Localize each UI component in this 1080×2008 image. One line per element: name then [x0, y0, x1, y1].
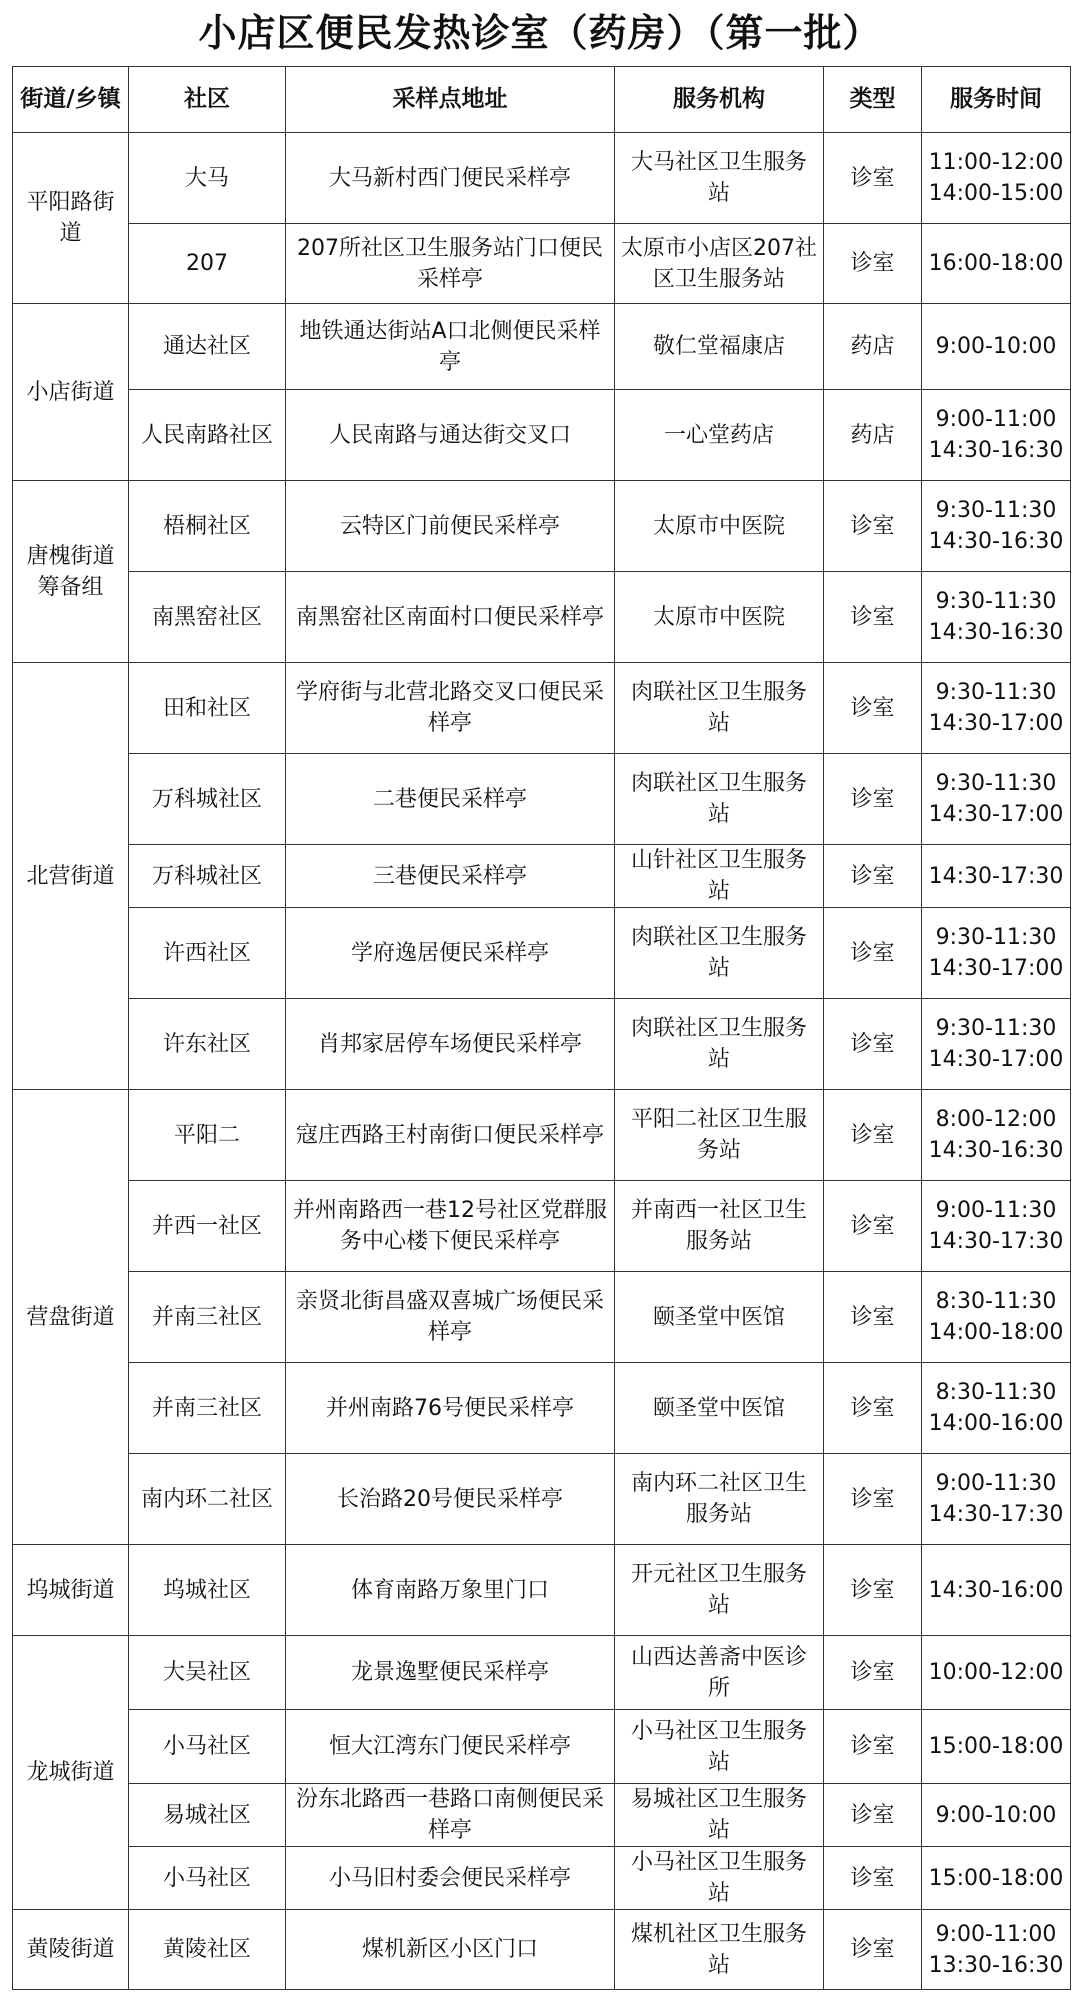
address-cell: 寇庄西路王村南街口便民采样亭	[286, 1090, 615, 1181]
type-cell: 诊室	[824, 1545, 922, 1636]
time-slot: 14:30-17:30	[928, 863, 1064, 889]
org-cell: 敬仁堂福康店	[615, 304, 824, 390]
time-cell	[922, 1454, 1071, 1545]
table-row	[13, 481, 1071, 572]
header-row	[13, 67, 1071, 133]
type-cell: 诊室	[824, 1847, 922, 1910]
time-slot: 9:00-11:00	[935, 1921, 1057, 1947]
time-slot: 14:30-16:30	[928, 620, 1064, 645]
header-org: 服务机构	[615, 67, 824, 133]
type-cell: 诊室	[824, 133, 922, 224]
community-cell: 坞城社区	[129, 1545, 286, 1636]
table-row	[13, 224, 1071, 304]
time-slot: 14:00-15:00	[928, 181, 1064, 206]
table-row	[13, 845, 1071, 908]
time-slot: 16:00-18:00	[928, 251, 1064, 276]
community-cell: 许东社区	[129, 999, 286, 1090]
type-cell: 诊室	[824, 481, 922, 572]
table-row	[13, 304, 1071, 390]
address-cell: 南黑窑社区南面村口便民采样亭	[286, 572, 615, 663]
time-slot: 8:00-12:00	[935, 1107, 1057, 1132]
header-type: 类型	[824, 67, 922, 133]
community-cell: 万科城社区	[129, 845, 286, 908]
table-row	[13, 754, 1071, 845]
type-cell: 诊室	[824, 845, 922, 908]
table-row	[13, 1636, 1071, 1710]
address-cell: 云特区门前便民采样亭	[286, 481, 615, 572]
type-cell: 诊室	[824, 1454, 922, 1545]
type-cell: 药店	[824, 390, 922, 481]
address-cell: 207所社区卫生服务站门口便民采样亭	[286, 224, 615, 304]
time-cell	[922, 1710, 1071, 1784]
address-cell: 并州南路76号便民采样亭	[286, 1363, 615, 1454]
table-row	[13, 999, 1071, 1090]
type-cell: 诊室	[824, 663, 922, 754]
street-cell: 坞城街道	[13, 1545, 129, 1636]
type-cell: 诊室	[824, 908, 922, 999]
org-cell: 太原市小店区207社区卫生服务站	[615, 224, 824, 304]
address-cell: 恒大江湾东门便民采样亭	[286, 1710, 615, 1784]
community-cell: 大马	[129, 133, 286, 224]
community-cell: 万科城社区	[129, 754, 286, 845]
table-row	[13, 1363, 1071, 1454]
time-cell	[922, 663, 1071, 754]
address-cell: 人民南路与通达街交叉口	[286, 390, 615, 481]
time-cell	[922, 224, 1071, 304]
address-cell: 亲贤北街昌盛双喜城广场便民采样亭	[286, 1272, 615, 1363]
type-cell: 诊室	[824, 1272, 922, 1363]
time-cell	[922, 908, 1071, 999]
address-cell: 学府街与北营北路交叉口便民采样亭	[286, 663, 615, 754]
time-cell	[922, 304, 1071, 390]
org-cell: 肉联社区卫生服务站	[615, 754, 824, 845]
street-cell: 北营街道	[13, 663, 129, 1090]
time-cell	[922, 1545, 1071, 1636]
time-slot: 9:30-11:30	[935, 1016, 1057, 1041]
type-cell: 诊室	[824, 1363, 922, 1454]
type-cell: 诊室	[824, 1181, 922, 1272]
time-cell	[922, 845, 1071, 908]
time-slot: 9:30-11:30	[935, 498, 1057, 523]
time-cell	[922, 1636, 1071, 1710]
community-cell: 人民南路社区	[129, 390, 286, 481]
org-cell: 颐圣堂中医馆	[615, 1363, 824, 1454]
type-cell: 诊室	[824, 1710, 922, 1784]
type-cell: 诊室	[824, 224, 922, 304]
time-slot: 15:00-18:00	[928, 1865, 1064, 1891]
time-slot: 14:30-16:30	[928, 1138, 1064, 1163]
page-title: 小店区便民发热诊室（药房）（第一批）	[198, 11, 882, 55]
org-cell: 肉联社区卫生服务站	[615, 663, 824, 754]
time-cell	[922, 1272, 1071, 1363]
community-cell: 许西社区	[129, 908, 286, 999]
street-cell: 龙城街道	[13, 1636, 129, 1910]
org-cell: 太原市中医院	[615, 572, 824, 663]
table-row	[13, 1181, 1071, 1272]
time-slot: 9:00-11:00	[935, 407, 1057, 432]
time-slot: 14:00-18:00	[928, 1320, 1064, 1345]
time-slot: 13:30-16:30	[928, 1952, 1064, 1978]
time-slot: 14:30-17:00	[928, 711, 1064, 736]
table-row	[13, 1710, 1071, 1784]
time-slot: 9:00-10:00	[935, 334, 1057, 359]
time-slot: 8:30-11:30	[935, 1380, 1057, 1405]
org-cell: 南内环二社区卫生服务站	[615, 1454, 824, 1545]
community-cell: 并南三社区	[129, 1363, 286, 1454]
address-cell: 肖邦家居停车场便民采样亭	[286, 999, 615, 1090]
table-row	[13, 908, 1071, 999]
time-cell	[922, 1847, 1071, 1910]
time-slot: 14:30-17:30	[928, 1229, 1064, 1254]
community-cell: 平阳二	[129, 1090, 286, 1181]
org-cell: 并南西一社区卫生服务站	[615, 1181, 824, 1272]
org-cell: 颐圣堂中医馆	[615, 1272, 824, 1363]
community-cell: 大吴社区	[129, 1636, 286, 1710]
type-cell: 药店	[824, 304, 922, 390]
time-slot: 8:30-11:30	[935, 1289, 1057, 1314]
time-slot: 9:00-10:00	[935, 1802, 1057, 1828]
time-cell	[922, 133, 1071, 224]
address-cell: 大马新村西门便民采样亭	[286, 133, 615, 224]
community-cell: 小马社区	[129, 1847, 286, 1910]
org-cell: 平阳二社区卫生服务站	[615, 1090, 824, 1181]
time-slot: 11:00-12:00	[928, 150, 1064, 175]
street-cell: 平阳路街道	[13, 133, 129, 304]
time-slot: 14:00-16:00	[928, 1411, 1064, 1436]
header-community: 社区	[129, 67, 286, 133]
time-slot: 9:00-11:30	[935, 1198, 1057, 1223]
address-cell: 小马旧村委会便民采样亭	[286, 1847, 615, 1910]
time-slot: 14:30-17:00	[928, 956, 1064, 981]
table-row	[13, 1454, 1071, 1545]
community-cell: 207	[129, 224, 286, 304]
community-cell: 并南三社区	[129, 1272, 286, 1363]
type-cell: 诊室	[824, 572, 922, 663]
header-street: 街道/乡镇	[13, 67, 129, 133]
address-cell: 学府逸居便民采样亭	[286, 908, 615, 999]
type-cell: 诊室	[824, 1910, 922, 1990]
community-cell: 通达社区	[129, 304, 286, 390]
org-cell: 山针社区卫生服务站	[615, 845, 824, 908]
org-cell: 小马社区卫生服务站	[615, 1710, 824, 1784]
type-cell: 诊室	[824, 999, 922, 1090]
street-cell: 黄陵街道	[13, 1910, 129, 1990]
time-cell	[922, 754, 1071, 845]
org-cell: 小马社区卫生服务站	[615, 1847, 824, 1910]
time-cell	[922, 1090, 1071, 1181]
time-cell	[922, 390, 1071, 481]
time-slot: 14:30-17:30	[928, 1502, 1064, 1527]
type-cell: 诊室	[824, 754, 922, 845]
time-cell	[922, 572, 1071, 663]
address-cell: 汾东北路西一巷路口南侧便民采样亭	[286, 1784, 615, 1847]
community-cell: 田和社区	[129, 663, 286, 754]
type-cell: 诊室	[824, 1090, 922, 1181]
address-cell: 三巷便民采样亭	[286, 845, 615, 908]
table-row	[13, 663, 1071, 754]
org-cell: 开元社区卫生服务站	[615, 1545, 824, 1636]
time-cell	[922, 1784, 1071, 1847]
type-cell: 诊室	[824, 1636, 922, 1710]
header-address: 采样点地址	[286, 67, 615, 133]
org-cell: 易城社区卫生服务站	[615, 1784, 824, 1847]
time-cell	[922, 481, 1071, 572]
table-row	[13, 390, 1071, 481]
street-cell: 小店街道	[13, 304, 129, 481]
community-cell: 南黑窑社区	[129, 572, 286, 663]
time-slot: 9:30-11:30	[935, 589, 1057, 614]
time-slot: 14:30-17:00	[928, 1047, 1064, 1072]
time-slot: 14:30-16:30	[928, 438, 1064, 463]
community-cell: 黄陵社区	[129, 1910, 286, 1990]
time-slot: 9:00-11:30	[935, 1471, 1057, 1496]
time-slot: 14:30-17:00	[928, 802, 1064, 827]
org-cell: 大马社区卫生服务站	[615, 133, 824, 224]
time-slot: 9:30-11:30	[935, 925, 1057, 950]
table-body	[13, 133, 1071, 1990]
table-row	[13, 1784, 1071, 1847]
header-time: 服务时间	[922, 67, 1071, 133]
community-cell: 并西一社区	[129, 1181, 286, 1272]
table-row	[13, 1272, 1071, 1363]
org-cell: 煤机社区卫生服务站	[615, 1910, 824, 1990]
time-cell	[922, 1181, 1071, 1272]
address-cell: 地铁通达街站A口北侧便民采样亭	[286, 304, 615, 390]
table-row	[13, 1910, 1071, 1990]
time-cell	[922, 999, 1071, 1090]
community-cell: 易城社区	[129, 1784, 286, 1847]
time-slot: 15:00-18:00	[928, 1734, 1064, 1759]
org-cell: 一心堂药店	[615, 390, 824, 481]
clinic-table	[12, 66, 1071, 1990]
address-cell: 二巷便民采样亭	[286, 754, 615, 845]
street-cell: 唐槐街道筹备组	[13, 481, 129, 663]
address-cell: 龙景逸墅便民采样亭	[286, 1636, 615, 1710]
time-slot: 14:30-16:00	[928, 1577, 1064, 1603]
community-cell: 南内环二社区	[129, 1454, 286, 1545]
time-slot: 9:30-11:30	[935, 771, 1057, 796]
time-cell	[922, 1363, 1071, 1454]
time-slot: 10:00-12:00	[928, 1660, 1064, 1685]
table-row	[13, 133, 1071, 224]
time-cell	[922, 1910, 1071, 1990]
address-cell: 长治路20号便民采样亭	[286, 1454, 615, 1545]
address-cell: 煤机新区小区门口	[286, 1910, 615, 1990]
time-slot: 14:30-16:30	[928, 529, 1064, 554]
community-cell: 小马社区	[129, 1710, 286, 1784]
time-slot: 9:30-11:30	[935, 680, 1057, 705]
org-cell: 肉联社区卫生服务站	[615, 908, 824, 999]
table-row	[13, 1847, 1071, 1910]
address-cell: 并州南路西一巷12号社区党群服务中心楼下便民采样亭	[286, 1181, 615, 1272]
address-cell: 体育南路万象里门口	[286, 1545, 615, 1636]
type-cell: 诊室	[824, 1784, 922, 1847]
org-cell: 肉联社区卫生服务站	[615, 999, 824, 1090]
street-cell: 营盘街道	[13, 1090, 129, 1545]
org-cell: 山西达善斋中医诊所	[615, 1636, 824, 1710]
table-row	[13, 1090, 1071, 1181]
community-cell: 梧桐社区	[129, 481, 286, 572]
table-row	[13, 572, 1071, 663]
table-row	[13, 1545, 1071, 1636]
org-cell: 太原市中医院	[615, 481, 824, 572]
